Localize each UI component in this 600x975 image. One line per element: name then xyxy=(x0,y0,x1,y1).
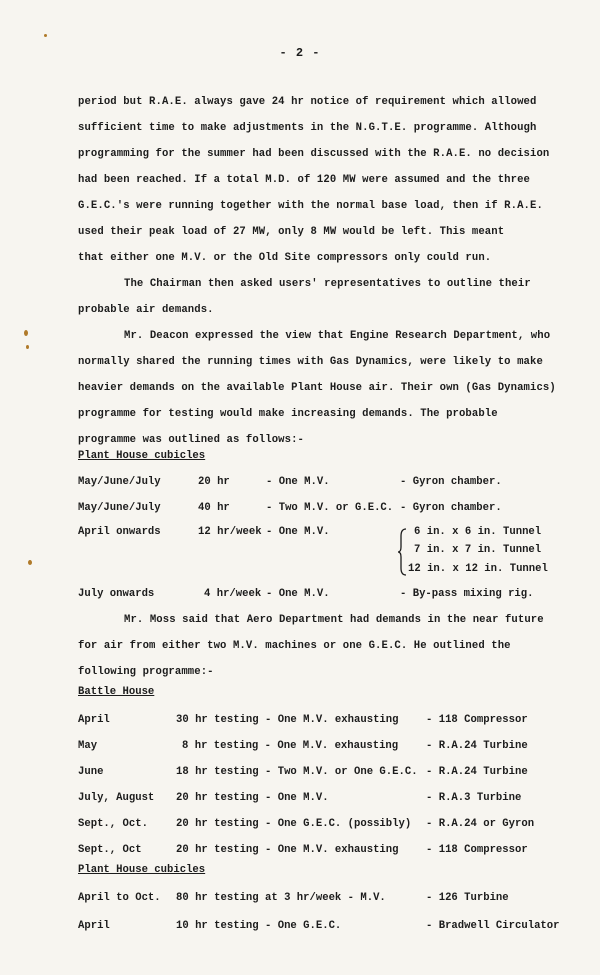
item: - Bradwell Circulator xyxy=(426,920,560,932)
period: April xyxy=(78,920,110,932)
schedule-row xyxy=(0,526,600,540)
paragraph-line: programming for the summer had been discussed with the R.A.E. no decision xyxy=(78,148,550,160)
schedule-row xyxy=(0,740,600,754)
paragraph-line: following programme:- xyxy=(78,666,214,678)
machine: - One M.V. xyxy=(266,588,330,600)
schedule-row xyxy=(0,844,600,858)
paragraph-line: programme for testing would make increasing demands. The probable xyxy=(78,408,498,420)
paragraph-line: G.E.C.'s were running together with the normal base load, then if R.A.E. xyxy=(78,200,543,212)
period: April to Oct. xyxy=(78,892,161,904)
period: July, August xyxy=(78,792,155,804)
section-heading: Plant House cubicles xyxy=(78,450,206,462)
schedule-row xyxy=(0,792,600,806)
section-heading: Plant House cubicles xyxy=(78,864,206,876)
period: May/June/July xyxy=(78,476,161,488)
paragraph-line: probable air demands. xyxy=(78,304,214,316)
schedule-row xyxy=(0,544,600,558)
item: - R.A.3 Turbine xyxy=(426,792,522,804)
paragraph-line: for air from either two M.V. machines or one G.E.C. He outlined the xyxy=(78,640,511,652)
machine: - One M.V. xyxy=(266,476,330,488)
duration: 40 hr xyxy=(198,502,230,514)
paragraph-line: used their peak load of 27 MW, only 8 MW would be left. This meant xyxy=(78,226,505,238)
period: May xyxy=(78,740,98,752)
schedule-row xyxy=(0,766,600,780)
paragraph-line: period but R.A.E. always gave 24 hr notice of requirement which allowed xyxy=(78,96,537,108)
item: - 126 Turbine xyxy=(426,892,509,904)
period: April xyxy=(78,714,110,726)
schedule-row xyxy=(0,476,600,490)
stain-mark xyxy=(44,34,47,37)
paragraph-line: Mr. Moss said that Aero Department had demands in the near future xyxy=(124,614,544,626)
testing: 20 hr testing - One M.V. exhausting xyxy=(176,844,399,856)
use: - Gyron chamber. xyxy=(400,476,502,488)
duration: 12 hr/week xyxy=(198,526,262,538)
schedule-row xyxy=(0,920,600,934)
use: 6 in. x 6 in. Tunnel xyxy=(414,526,542,538)
item: - 118 Compressor xyxy=(426,844,528,856)
testing: 18 hr testing - Two M.V. or One G.E.C. xyxy=(176,766,418,778)
paragraph-line: that either one M.V. or the Old Site compressors only could run. xyxy=(78,252,492,264)
machine: - One M.V. xyxy=(266,526,330,538)
period: May/June/July xyxy=(78,502,161,514)
schedule-row xyxy=(0,818,600,832)
page-number: - 2 - xyxy=(279,46,321,60)
duration: 4 hr/week xyxy=(204,588,262,600)
schedule-row xyxy=(0,563,600,577)
period: June xyxy=(78,766,104,778)
testing: 20 hr testing - One M.V. xyxy=(176,792,329,804)
schedule-row xyxy=(0,714,600,728)
item: - R.A.24 or Gyron xyxy=(426,818,535,830)
paragraph-line: heavier demands on the available Plant House air. Their own (Gas Dynamics) xyxy=(78,382,556,394)
period: April onwards xyxy=(78,526,161,538)
paragraph-line: sufficient time to make adjustments in the N.G.T.E. programme. Although xyxy=(78,122,537,134)
stain-mark xyxy=(24,330,28,336)
stain-mark xyxy=(26,345,29,349)
paragraph-line: programme was outlined as follows:- xyxy=(78,434,305,446)
curly-brace xyxy=(397,528,407,576)
duration: 20 hr xyxy=(198,476,230,488)
paragraph-line: The Chairman then asked users' representatives to outline their xyxy=(124,278,531,290)
testing: 80 hr testing at 3 hr/week - M.V. xyxy=(176,892,386,904)
period: Sept., Oct xyxy=(78,844,142,856)
item: - R.A.24 Turbine xyxy=(426,766,528,778)
testing: 10 hr testing - One G.E.C. xyxy=(176,920,342,932)
use: 7 in. x 7 in. Tunnel xyxy=(414,544,542,556)
testing: 30 hr testing - One M.V. exhausting xyxy=(176,714,399,726)
item: - 118 Compressor xyxy=(426,714,528,726)
testing: 20 hr testing - One G.E.C. (possibly) xyxy=(176,818,412,830)
period: Sept., Oct. xyxy=(78,818,148,830)
item: - R.A.24 Turbine xyxy=(426,740,528,752)
section-heading: Battle House xyxy=(78,686,155,698)
schedule-row xyxy=(0,588,600,602)
use: - By-pass mixing rig. xyxy=(400,588,534,600)
paragraph-line: normally shared the running times with Gas Dynamics, were likely to make xyxy=(78,356,543,368)
use: 12 in. x 12 in. Tunnel xyxy=(408,563,548,575)
use: - Gyron chamber. xyxy=(400,502,502,514)
testing: 8 hr testing - One M.V. exhausting xyxy=(182,740,399,752)
schedule-row xyxy=(0,502,600,516)
schedule-row xyxy=(0,892,600,906)
paragraph-line: had been reached. If a total M.D. of 120 MW were assumed and the three xyxy=(78,174,531,186)
paragraph-line: Mr. Deacon expressed the view that Engine Research Department, who xyxy=(124,330,551,342)
machine: - Two M.V. or G.E.C. xyxy=(266,502,394,514)
period: July onwards xyxy=(78,588,155,600)
